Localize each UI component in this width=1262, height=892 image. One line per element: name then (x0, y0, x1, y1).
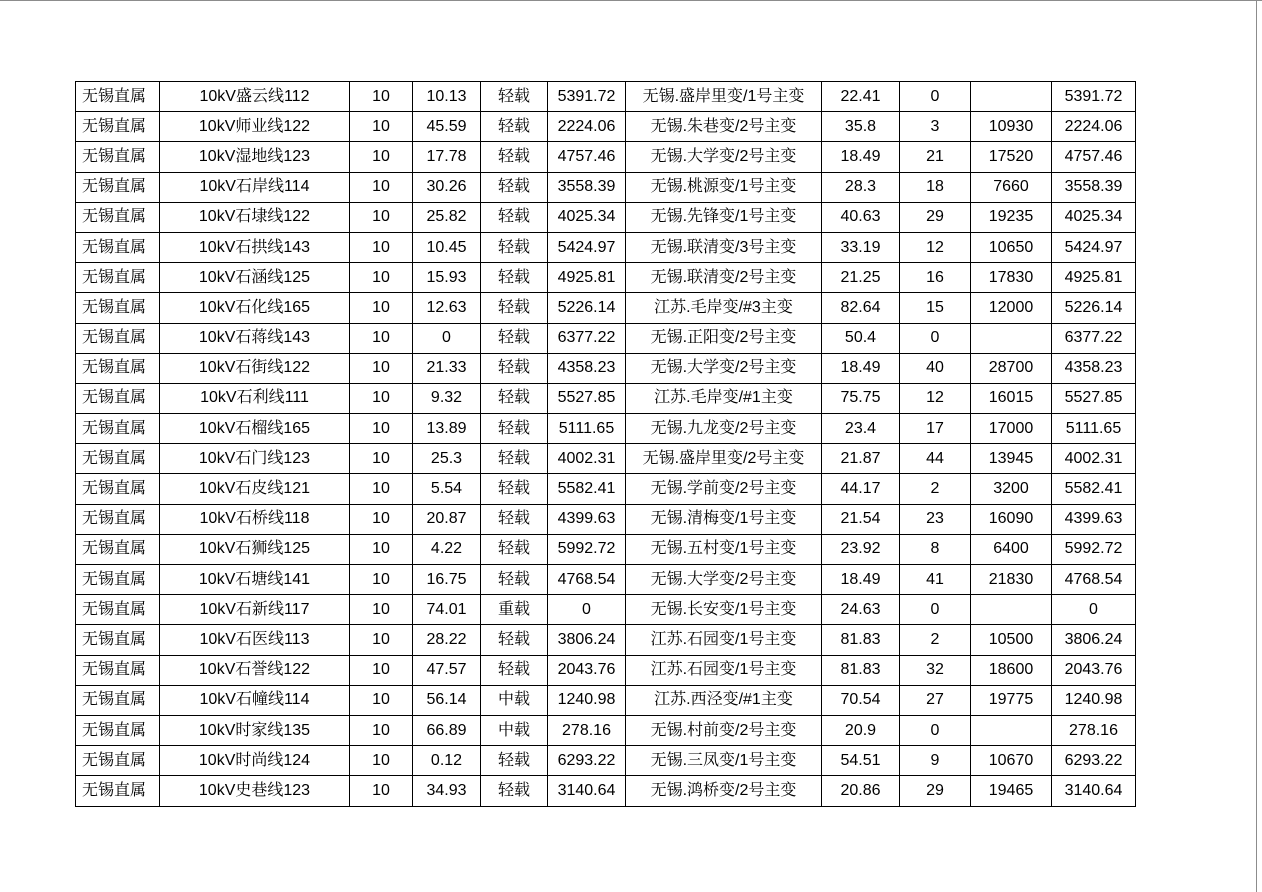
remaining-capacity-cell: 6377.22 (1052, 323, 1136, 353)
load-rate-cell: 10.45 (413, 232, 481, 262)
load-status-cell: 轻载 (481, 444, 548, 474)
load-rate-cell: 4.22 (413, 534, 481, 564)
company-cell: 无锡直属 (76, 414, 160, 444)
transformer-load-rate-cell: 20.86 (822, 776, 900, 806)
voltage-cell: 10 (350, 202, 413, 232)
table-row (76, 444, 1136, 474)
load-rate-cell: 0 (413, 323, 481, 353)
load-rate-cell: 5.54 (413, 474, 481, 504)
installed-capacity-cell: 17000 (971, 414, 1052, 444)
installed-capacity-cell: 10930 (971, 112, 1052, 142)
installed-capacity-cell: 10670 (971, 746, 1052, 776)
remaining-capacity-cell: 278.16 (1052, 715, 1136, 745)
remaining-capacity-cell: 5391.72 (1052, 82, 1136, 112)
transformer-load-rate-cell: 81.83 (822, 655, 900, 685)
feeder-name-cell: 10kV时家线135 (160, 715, 350, 745)
user-count-cell: 23 (900, 504, 971, 534)
transformer-load-rate-cell: 70.54 (822, 685, 900, 715)
user-count-cell: 3 (900, 112, 971, 142)
company-cell: 无锡直属 (76, 534, 160, 564)
transformer-load-rate-cell: 35.8 (822, 112, 900, 142)
load-rate-cell: 28.22 (413, 625, 481, 655)
load-rate-cell: 12.63 (413, 293, 481, 323)
available-capacity-cell: 2043.76 (548, 655, 626, 685)
installed-capacity-cell (971, 323, 1052, 353)
transformer-cell: 无锡.大学变/2号主变 (626, 353, 822, 383)
load-status-cell: 重载 (481, 595, 548, 625)
load-status-cell: 轻载 (481, 776, 548, 806)
transformer-cell: 江苏.石园变/1号主变 (626, 625, 822, 655)
transformer-cell: 无锡.桃源变/1号主变 (626, 172, 822, 202)
table-row (76, 685, 1136, 715)
load-rate-cell: 17.78 (413, 142, 481, 172)
voltage-cell: 10 (350, 112, 413, 142)
feeder-name-cell: 10kV石埭线122 (160, 202, 350, 232)
transformer-cell: 无锡.村前变/2号主变 (626, 715, 822, 745)
table-row (76, 715, 1136, 745)
user-count-cell: 0 (900, 595, 971, 625)
installed-capacity-cell: 10500 (971, 625, 1052, 655)
transformer-cell: 无锡.三凤变/1号主变 (626, 746, 822, 776)
available-capacity-cell: 5111.65 (548, 414, 626, 444)
installed-capacity-cell: 19235 (971, 202, 1052, 232)
table-row (76, 414, 1136, 444)
remaining-capacity-cell: 5992.72 (1052, 534, 1136, 564)
remaining-capacity-cell: 4925.81 (1052, 263, 1136, 293)
load-status-cell: 轻载 (481, 565, 548, 595)
available-capacity-cell: 4358.23 (548, 353, 626, 383)
load-status-cell: 轻载 (481, 655, 548, 685)
feeder-name-cell: 10kV史巷线123 (160, 776, 350, 806)
load-status-cell: 轻载 (481, 293, 548, 323)
load-rate-cell: 10.13 (413, 82, 481, 112)
transformer-load-rate-cell: 50.4 (822, 323, 900, 353)
page-right-border (1256, 0, 1257, 892)
transformer-load-rate-cell: 18.49 (822, 142, 900, 172)
feeder-name-cell: 10kV石榴线165 (160, 414, 350, 444)
table-row (76, 383, 1136, 413)
table-row (76, 142, 1136, 172)
table-row (76, 353, 1136, 383)
installed-capacity-cell: 13945 (971, 444, 1052, 474)
table-body (76, 82, 1136, 807)
available-capacity-cell: 4002.31 (548, 444, 626, 474)
voltage-cell: 10 (350, 414, 413, 444)
voltage-cell: 10 (350, 595, 413, 625)
transformer-cell: 无锡.学前变/2号主变 (626, 474, 822, 504)
user-count-cell: 40 (900, 353, 971, 383)
voltage-cell: 10 (350, 625, 413, 655)
feeder-name-cell: 10kV石桥线118 (160, 504, 350, 534)
voltage-cell: 10 (350, 293, 413, 323)
feeder-name-cell: 10kV师业线122 (160, 112, 350, 142)
load-rate-cell: 16.75 (413, 565, 481, 595)
available-capacity-cell: 5527.85 (548, 383, 626, 413)
transformer-load-rate-cell: 40.63 (822, 202, 900, 232)
available-capacity-cell: 6377.22 (548, 323, 626, 353)
feeder-load-table (75, 81, 1136, 807)
installed-capacity-cell: 17520 (971, 142, 1052, 172)
available-capacity-cell: 4025.34 (548, 202, 626, 232)
remaining-capacity-cell: 3806.24 (1052, 625, 1136, 655)
voltage-cell: 10 (350, 263, 413, 293)
transformer-cell: 无锡.大学变/2号主变 (626, 142, 822, 172)
installed-capacity-cell: 7660 (971, 172, 1052, 202)
installed-capacity-cell (971, 715, 1052, 745)
feeder-name-cell: 10kV石医线113 (160, 625, 350, 655)
feeder-name-cell: 10kV石塘线141 (160, 565, 350, 595)
load-status-cell: 轻载 (481, 414, 548, 444)
remaining-capacity-cell: 5424.97 (1052, 232, 1136, 262)
load-rate-cell: 66.89 (413, 715, 481, 745)
feeder-name-cell: 10kV石街线122 (160, 353, 350, 383)
transformer-cell: 无锡.正阳变/2号主变 (626, 323, 822, 353)
voltage-cell: 10 (350, 82, 413, 112)
transformer-load-rate-cell: 18.49 (822, 353, 900, 383)
installed-capacity-cell: 12000 (971, 293, 1052, 323)
page-top-border (0, 0, 1262, 1)
load-status-cell: 轻载 (481, 172, 548, 202)
available-capacity-cell: 1240.98 (548, 685, 626, 715)
remaining-capacity-cell: 2224.06 (1052, 112, 1136, 142)
available-capacity-cell: 3140.64 (548, 776, 626, 806)
table-row (76, 263, 1136, 293)
user-count-cell: 2 (900, 625, 971, 655)
feeder-name-cell: 10kV石皮线121 (160, 474, 350, 504)
load-rate-cell: 25.3 (413, 444, 481, 474)
load-rate-cell: 20.87 (413, 504, 481, 534)
company-cell: 无锡直属 (76, 444, 160, 474)
transformer-load-rate-cell: 22.41 (822, 82, 900, 112)
load-status-cell: 轻载 (481, 112, 548, 142)
table-row (76, 625, 1136, 655)
voltage-cell: 10 (350, 323, 413, 353)
voltage-cell: 10 (350, 232, 413, 262)
installed-capacity-cell: 19465 (971, 776, 1052, 806)
remaining-capacity-cell: 5527.85 (1052, 383, 1136, 413)
feeder-name-cell: 10kV盛云线112 (160, 82, 350, 112)
voltage-cell: 10 (350, 715, 413, 745)
table-row (76, 595, 1136, 625)
remaining-capacity-cell: 0 (1052, 595, 1136, 625)
available-capacity-cell: 278.16 (548, 715, 626, 745)
transformer-load-rate-cell: 21.25 (822, 263, 900, 293)
voltage-cell: 10 (350, 172, 413, 202)
load-status-cell: 轻载 (481, 504, 548, 534)
transformer-load-rate-cell: 28.3 (822, 172, 900, 202)
company-cell: 无锡直属 (76, 595, 160, 625)
user-count-cell: 0 (900, 323, 971, 353)
transformer-cell: 无锡.联清变/3号主变 (626, 232, 822, 262)
remaining-capacity-cell: 1240.98 (1052, 685, 1136, 715)
company-cell: 无锡直属 (76, 263, 160, 293)
installed-capacity-cell: 10650 (971, 232, 1052, 262)
company-cell: 无锡直属 (76, 685, 160, 715)
user-count-cell: 8 (900, 534, 971, 564)
installed-capacity-cell: 17830 (971, 263, 1052, 293)
voltage-cell: 10 (350, 746, 413, 776)
company-cell: 无锡直属 (76, 142, 160, 172)
company-cell: 无锡直属 (76, 172, 160, 202)
remaining-capacity-cell: 4399.63 (1052, 504, 1136, 534)
transformer-cell: 无锡.鸿桥变/2号主变 (626, 776, 822, 806)
remaining-capacity-cell: 6293.22 (1052, 746, 1136, 776)
available-capacity-cell: 4399.63 (548, 504, 626, 534)
load-status-cell: 轻载 (481, 353, 548, 383)
user-count-cell: 2 (900, 474, 971, 504)
remaining-capacity-cell: 4358.23 (1052, 353, 1136, 383)
load-rate-cell: 25.82 (413, 202, 481, 232)
company-cell: 无锡直属 (76, 474, 160, 504)
user-count-cell: 44 (900, 444, 971, 474)
available-capacity-cell: 3806.24 (548, 625, 626, 655)
feeder-name-cell: 10kV时尚线124 (160, 746, 350, 776)
company-cell: 无锡直属 (76, 323, 160, 353)
installed-capacity-cell: 18600 (971, 655, 1052, 685)
available-capacity-cell: 5992.72 (548, 534, 626, 564)
available-capacity-cell: 5226.14 (548, 293, 626, 323)
transformer-load-rate-cell: 23.4 (822, 414, 900, 444)
user-count-cell: 18 (900, 172, 971, 202)
available-capacity-cell: 2224.06 (548, 112, 626, 142)
load-status-cell: 轻载 (481, 232, 548, 262)
installed-capacity-cell: 3200 (971, 474, 1052, 504)
load-rate-cell: 0.12 (413, 746, 481, 776)
remaining-capacity-cell: 5582.41 (1052, 474, 1136, 504)
table-row (76, 776, 1136, 806)
feeder-name-cell: 10kV石誉线122 (160, 655, 350, 685)
load-rate-cell: 74.01 (413, 595, 481, 625)
company-cell: 无锡直属 (76, 625, 160, 655)
load-status-cell: 轻载 (481, 534, 548, 564)
transformer-cell: 无锡.朱巷变/2号主变 (626, 112, 822, 142)
company-cell: 无锡直属 (76, 565, 160, 595)
transformer-cell: 无锡.九龙变/2号主变 (626, 414, 822, 444)
table-row (76, 323, 1136, 353)
available-capacity-cell: 4768.54 (548, 565, 626, 595)
feeder-name-cell: 10kV石狮线125 (160, 534, 350, 564)
available-capacity-cell: 4757.46 (548, 142, 626, 172)
feeder-name-cell: 10kV石门线123 (160, 444, 350, 474)
transformer-cell: 无锡.盛岸里变/1号主变 (626, 82, 822, 112)
user-count-cell: 27 (900, 685, 971, 715)
installed-capacity-cell: 19775 (971, 685, 1052, 715)
company-cell: 无锡直属 (76, 504, 160, 534)
remaining-capacity-cell: 3140.64 (1052, 776, 1136, 806)
user-count-cell: 29 (900, 776, 971, 806)
voltage-cell: 10 (350, 504, 413, 534)
user-count-cell: 12 (900, 232, 971, 262)
transformer-load-rate-cell: 23.92 (822, 534, 900, 564)
transformer-load-rate-cell: 21.87 (822, 444, 900, 474)
user-count-cell: 0 (900, 82, 971, 112)
available-capacity-cell: 4925.81 (548, 263, 626, 293)
remaining-capacity-cell: 4002.31 (1052, 444, 1136, 474)
voltage-cell: 10 (350, 776, 413, 806)
feeder-name-cell: 10kV石涵线125 (160, 263, 350, 293)
load-status-cell: 轻载 (481, 82, 548, 112)
transformer-cell: 无锡.大学变/2号主变 (626, 565, 822, 595)
remaining-capacity-cell: 5226.14 (1052, 293, 1136, 323)
user-count-cell: 21 (900, 142, 971, 172)
load-rate-cell: 15.93 (413, 263, 481, 293)
user-count-cell: 9 (900, 746, 971, 776)
installed-capacity-cell: 16090 (971, 504, 1052, 534)
load-rate-cell: 13.89 (413, 414, 481, 444)
user-count-cell: 0 (900, 715, 971, 745)
remaining-capacity-cell: 5111.65 (1052, 414, 1136, 444)
table-row (76, 232, 1136, 262)
voltage-cell: 10 (350, 565, 413, 595)
transformer-cell: 无锡.联清变/2号主变 (626, 263, 822, 293)
transformer-cell: 江苏.毛岸变/#3主变 (626, 293, 822, 323)
table-row (76, 504, 1136, 534)
table-row (76, 565, 1136, 595)
company-cell: 无锡直属 (76, 655, 160, 685)
load-status-cell: 轻载 (481, 383, 548, 413)
company-cell: 无锡直属 (76, 746, 160, 776)
transformer-load-rate-cell: 20.9 (822, 715, 900, 745)
remaining-capacity-cell: 4757.46 (1052, 142, 1136, 172)
transformer-cell: 无锡.五村变/1号主变 (626, 534, 822, 564)
available-capacity-cell: 5424.97 (548, 232, 626, 262)
user-count-cell: 16 (900, 263, 971, 293)
table-row (76, 293, 1136, 323)
installed-capacity-cell: 16015 (971, 383, 1052, 413)
transformer-load-rate-cell: 24.63 (822, 595, 900, 625)
company-cell: 无锡直属 (76, 112, 160, 142)
installed-capacity-cell: 6400 (971, 534, 1052, 564)
transformer-load-rate-cell: 82.64 (822, 293, 900, 323)
load-status-cell: 中载 (481, 685, 548, 715)
user-count-cell: 17 (900, 414, 971, 444)
available-capacity-cell: 3558.39 (548, 172, 626, 202)
transformer-cell: 无锡.长安变/1号主变 (626, 595, 822, 625)
voltage-cell: 10 (350, 383, 413, 413)
user-count-cell: 41 (900, 565, 971, 595)
load-rate-cell: 45.59 (413, 112, 481, 142)
transformer-cell: 无锡.清梅变/1号主变 (626, 504, 822, 534)
user-count-cell: 15 (900, 293, 971, 323)
load-rate-cell: 30.26 (413, 172, 481, 202)
user-count-cell: 32 (900, 655, 971, 685)
installed-capacity-cell (971, 595, 1052, 625)
load-rate-cell: 9.32 (413, 383, 481, 413)
load-status-cell: 轻载 (481, 323, 548, 353)
feeder-name-cell: 10kV石利线111 (160, 383, 350, 413)
transformer-cell: 无锡.盛岸里变/2号主变 (626, 444, 822, 474)
user-count-cell: 12 (900, 383, 971, 413)
available-capacity-cell: 6293.22 (548, 746, 626, 776)
transformer-cell: 江苏.石园变/1号主变 (626, 655, 822, 685)
transformer-load-rate-cell: 44.17 (822, 474, 900, 504)
feeder-name-cell: 10kV湿地线123 (160, 142, 350, 172)
table-row (76, 172, 1136, 202)
company-cell: 无锡直属 (76, 715, 160, 745)
load-status-cell: 轻载 (481, 263, 548, 293)
load-status-cell: 轻载 (481, 474, 548, 504)
voltage-cell: 10 (350, 655, 413, 685)
load-status-cell: 轻载 (481, 625, 548, 655)
company-cell: 无锡直属 (76, 202, 160, 232)
feeder-name-cell: 10kV石幢线114 (160, 685, 350, 715)
company-cell: 无锡直属 (76, 353, 160, 383)
transformer-load-rate-cell: 81.83 (822, 625, 900, 655)
feeder-name-cell: 10kV石蒋线143 (160, 323, 350, 353)
transformer-cell: 江苏.毛岸变/#1主变 (626, 383, 822, 413)
load-status-cell: 轻载 (481, 202, 548, 232)
table-row (76, 82, 1136, 112)
available-capacity-cell: 0 (548, 595, 626, 625)
feeder-name-cell: 10kV石化线165 (160, 293, 350, 323)
company-cell: 无锡直属 (76, 82, 160, 112)
transformer-load-rate-cell: 54.51 (822, 746, 900, 776)
table-row (76, 202, 1136, 232)
table-row (76, 474, 1136, 504)
feeder-name-cell: 10kV石岸线114 (160, 172, 350, 202)
user-count-cell: 29 (900, 202, 971, 232)
installed-capacity-cell: 21830 (971, 565, 1052, 595)
table-row (76, 746, 1136, 776)
remaining-capacity-cell: 4025.34 (1052, 202, 1136, 232)
transformer-cell: 江苏.西泾变/#1主变 (626, 685, 822, 715)
available-capacity-cell: 5582.41 (548, 474, 626, 504)
load-status-cell: 中载 (481, 715, 548, 745)
load-rate-cell: 21.33 (413, 353, 481, 383)
feeder-name-cell: 10kV石新线117 (160, 595, 350, 625)
transformer-load-rate-cell: 18.49 (822, 565, 900, 595)
load-status-cell: 轻载 (481, 746, 548, 776)
table-row (76, 112, 1136, 142)
load-rate-cell: 47.57 (413, 655, 481, 685)
feeder-name-cell: 10kV石拱线143 (160, 232, 350, 262)
load-status-cell: 轻载 (481, 142, 548, 172)
transformer-load-rate-cell: 21.54 (822, 504, 900, 534)
installed-capacity-cell (971, 82, 1052, 112)
company-cell: 无锡直属 (76, 383, 160, 413)
table-row (76, 655, 1136, 685)
voltage-cell: 10 (350, 353, 413, 383)
load-rate-cell: 56.14 (413, 685, 481, 715)
company-cell: 无锡直属 (76, 232, 160, 262)
remaining-capacity-cell: 2043.76 (1052, 655, 1136, 685)
voltage-cell: 10 (350, 444, 413, 474)
voltage-cell: 10 (350, 534, 413, 564)
remaining-capacity-cell: 3558.39 (1052, 172, 1136, 202)
voltage-cell: 10 (350, 474, 413, 504)
company-cell: 无锡直属 (76, 776, 160, 806)
available-capacity-cell: 5391.72 (548, 82, 626, 112)
transformer-load-rate-cell: 33.19 (822, 232, 900, 262)
company-cell: 无锡直属 (76, 293, 160, 323)
transformer-load-rate-cell: 75.75 (822, 383, 900, 413)
voltage-cell: 10 (350, 142, 413, 172)
remaining-capacity-cell: 4768.54 (1052, 565, 1136, 595)
voltage-cell: 10 (350, 685, 413, 715)
load-rate-cell: 34.93 (413, 776, 481, 806)
table-row (76, 534, 1136, 564)
installed-capacity-cell: 28700 (971, 353, 1052, 383)
transformer-cell: 无锡.先锋变/1号主变 (626, 202, 822, 232)
